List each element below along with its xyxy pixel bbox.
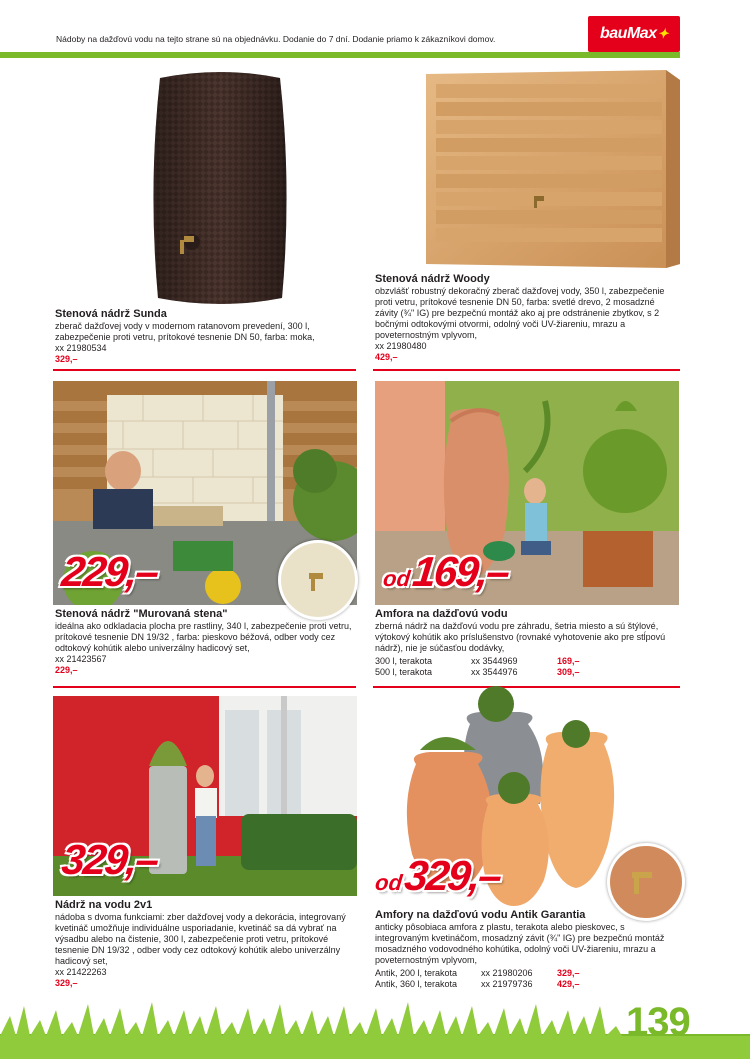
big-price-murovana bbox=[59, 548, 159, 596]
product-title: Stenová nádrž Woody bbox=[375, 273, 490, 285]
page-number: 139 bbox=[626, 1000, 690, 1044]
variant-row bbox=[375, 979, 580, 990]
header-bar bbox=[0, 52, 680, 58]
product-description: zberač dažďovej vody v modernom ratanovom prevedení, 300 l, zabezpečenie proti vetru, prítokové tesnenie DN 50, farba: moka, bbox=[55, 321, 315, 342]
woody-slats bbox=[436, 84, 662, 242]
variant-row bbox=[375, 667, 580, 678]
baumax-logo bbox=[588, 16, 680, 52]
product-title: Amfory na dažďovú vodu Antik Garantia bbox=[375, 909, 586, 921]
variant-price: 329,– bbox=[557, 968, 580, 978]
variant-row bbox=[375, 968, 580, 979]
variant-table bbox=[375, 968, 580, 990]
big-price-prefix: od bbox=[374, 870, 404, 895]
variant-name: 500 l, terakota bbox=[375, 667, 433, 677]
big-price-amfora bbox=[381, 548, 510, 596]
variant-code: xx 21979736 bbox=[481, 979, 533, 989]
big-price-value: 229,– bbox=[59, 548, 160, 595]
product-description: obzvlášť robustný dekoračný zberač dažďovej vody, 350 l, zabezpečenie proti vetru, prítokové tesnenie DN 50, farba: svetlé drevo, 2 mosadzné závity (¾" IG) pre bezpečnú montáž ako aj pre odstránenie zbytkov, s 2 bočnými odtokovými otvormi, odolný voči UV-žiareniu, mrazu a poveternostným vplyvom, bbox=[375, 286, 665, 340]
product-image-woody bbox=[422, 68, 684, 270]
product-title: Nádrž na vodu 2v1 bbox=[55, 899, 153, 911]
variant-name: Antik, 200 l, terakota bbox=[375, 968, 458, 978]
section-divider bbox=[373, 369, 680, 371]
product-title: Stenová nádrž Sunda bbox=[55, 308, 167, 320]
variant-row bbox=[375, 656, 580, 667]
product-description: nádoba s dvoma funkciami: zber dažďovej vody a dekorácia, integrovaný kvetináč umožňuje individuálne usporiadanie, kvetináč sa dá vybrať na výsadbu alebo na čistenie, 300 l, zabezpečenie proti vetru, prítokové tesnenie DN 19/32 , odber vody cez odtokový kohútik alebo univerzálny hadicový set, bbox=[55, 912, 346, 966]
product-nadrz-2v1 bbox=[55, 899, 355, 989]
product-sunda bbox=[55, 308, 345, 365]
product-title: Stenová nádrž "Murovaná stena" bbox=[55, 608, 228, 620]
big-price-value: 329,– bbox=[59, 836, 160, 883]
big-price-value: 169,– bbox=[410, 548, 511, 595]
logo-text: bauMax bbox=[600, 25, 657, 42]
product-amfory-antik bbox=[375, 909, 680, 990]
variant-name: 300 l, terakota bbox=[375, 656, 433, 666]
product-price: 229,– bbox=[55, 665, 78, 675]
product-title: Amfora na dažďovú vodu bbox=[375, 608, 508, 620]
variant-price: 429,– bbox=[557, 979, 580, 989]
product-description: anticky pôsobiaca amfora z plastu, terakota alebo pieskovec, s integrovaným kvetináčom, mosadzný závit (¾" IG) pre bezpečnú montáž mosadzného vodovodného kohútika, odolný voči UV-žiareniu, mrazu a poveternostným vplyvom, bbox=[375, 922, 665, 965]
product-code: xx 21423567 bbox=[55, 654, 107, 664]
product-woody bbox=[375, 273, 675, 363]
product-image-sunda bbox=[140, 68, 300, 308]
variant-price: 309,– bbox=[557, 667, 580, 677]
variant-code: xx 21980206 bbox=[481, 968, 533, 978]
product-code: xx 21980534 bbox=[55, 343, 107, 353]
logo-star-icon: ✦ bbox=[657, 26, 668, 41]
product-description: ideálna ako odkladacia plocha pre rastliny, 340 l, zabezpečenie proti vetru, prítokové tesnenie DN 19/32 , farba: pieskovo béžová, odber vody cez odtokový kohútik alebo univerzálny hadicový set, bbox=[55, 621, 352, 653]
variant-price: 169,– bbox=[557, 656, 580, 666]
delivery-note: Nádoby na dažďovú vodu na tejto strane sú na objednávku. Dodanie do 7 dní. Dodanie priamo k zákazníkovi domov. bbox=[56, 34, 496, 44]
big-price-amfory bbox=[373, 852, 502, 900]
variant-table bbox=[375, 656, 580, 678]
product-amfora bbox=[375, 608, 680, 678]
product-code: xx 21422263 bbox=[55, 967, 107, 977]
variant-name: Antik, 360 l, terakota bbox=[375, 979, 458, 989]
big-price-2v1 bbox=[59, 836, 159, 884]
product-murovana-stena bbox=[55, 608, 355, 676]
product-description: zberná nádrž na dažďovú vodu pre záhradu, šetria miesto a sú štýlové, výtokový kohútik ako príslušenstvo (rovnaké vyhotovenie ako pre stĺpovú nádrž), nie je súčasťou dodávky, bbox=[375, 621, 666, 653]
product-price: 429,– bbox=[375, 352, 398, 362]
section-divider bbox=[53, 369, 356, 371]
product-price: 329,– bbox=[55, 978, 78, 988]
big-price-prefix: od bbox=[382, 566, 412, 591]
big-price-value: 329,– bbox=[402, 852, 503, 899]
product-price: 329,– bbox=[55, 354, 78, 364]
section-divider bbox=[53, 686, 356, 688]
variant-code: xx 3544969 bbox=[471, 656, 518, 666]
variant-code: xx 3544976 bbox=[471, 667, 518, 677]
product-code: xx 21980480 bbox=[375, 341, 427, 351]
